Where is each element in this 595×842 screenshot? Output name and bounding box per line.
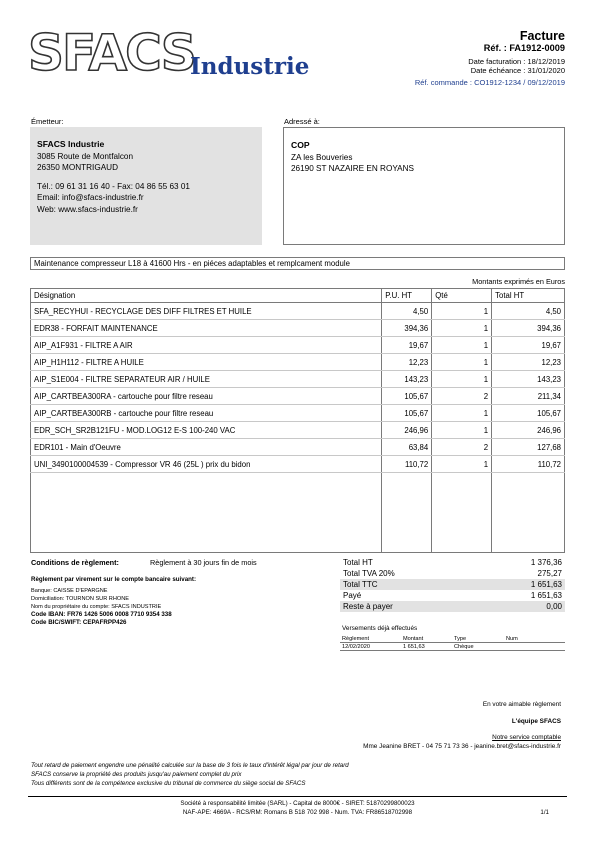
- payments-header-type: Type: [454, 636, 467, 642]
- invoice-reference: Réf. : FA1912-0009: [483, 43, 565, 53]
- issuer-label: Émetteur:: [31, 117, 64, 126]
- total-tva-value: 275,27: [537, 569, 562, 578]
- currency-note: Montants exprimés en Euros: [472, 277, 565, 286]
- paid-row: [340, 590, 565, 601]
- item-unit-price: 19,67: [382, 337, 432, 354]
- item-unit-price: 110,72: [382, 456, 432, 473]
- payment-terms-label: Conditions de règlement:: [31, 558, 119, 567]
- item-quantity: 2: [432, 439, 492, 456]
- item-total: 394,36: [492, 320, 565, 337]
- item-quantity: 1: [432, 354, 492, 371]
- payments-header-row: [340, 636, 565, 643]
- recipient-box: [283, 127, 565, 245]
- paid-value: 1 651,63: [530, 591, 562, 600]
- item-designation: AIP_CARTBEA300RA - cartouche pour filtre reseau: [31, 388, 382, 405]
- item-designation: EDR38 - FORFAIT MAINTENANCE: [31, 320, 382, 337]
- transfer-title: Règlement par virement sur le compte bancaire suivant:: [31, 576, 197, 583]
- item-quantity: 1: [432, 337, 492, 354]
- item-quantity: 1: [432, 303, 492, 320]
- payments-header-num: Num: [506, 636, 518, 642]
- payment-terms-value: Règlement à 30 jours fin de mois: [150, 558, 257, 567]
- recipient-address-line2: 26190 ST NAZAIRE EN ROYANS: [291, 164, 415, 174]
- total-ttc-row: [340, 579, 565, 590]
- payment-amount: 1 651,63: [403, 644, 425, 650]
- item-designation: EDR_SCH_SR2B121FU - MOD.LOG12 E-S 100-240 VAC: [31, 422, 382, 439]
- item-quantity: 1: [432, 371, 492, 388]
- company-logo: SFACS: [28, 24, 195, 82]
- payments-table: [340, 636, 565, 651]
- item-designation: AIP_A1F931 - FILTRE A AIR: [31, 337, 382, 354]
- item-total: 127,68: [492, 439, 565, 456]
- total-ht-value: 1 376,36: [530, 558, 562, 567]
- document-type: Facture: [519, 29, 565, 43]
- table-row: [31, 422, 565, 439]
- bic-swift: Code BIC/SWIFT: CEPAFRPP426: [31, 619, 127, 626]
- account-owner: Nom du propriétaire du compte: SFACS INDUSTRIE: [31, 604, 162, 610]
- issuer-email: Email: info@sfacs-industrie.fr: [37, 193, 144, 203]
- issuer-address-line2: 26350 MONTRIGAUD: [37, 163, 118, 173]
- total-ttc-label: Total TTC: [343, 580, 378, 589]
- payments-header-montant: Montant: [403, 636, 424, 642]
- header-unit-price: P.U. HT: [382, 289, 432, 303]
- legal-note-penalty: Tout retard de paiement engendre une pénalité calculée sur la base de 3 fois le taux d'intérêt légal par jour de retard: [31, 762, 349, 769]
- item-unit-price: 394,36: [382, 320, 432, 337]
- payment-num: [506, 643, 546, 650]
- total-ht-row: [340, 557, 565, 568]
- invoice-date: Date facturation : 18/12/2019: [468, 57, 565, 66]
- table-empty-cell: [492, 473, 565, 553]
- invoice-description: Maintenance compresseur L18 à 41600 Hrs - en piéces adaptables et remplcament module: [30, 257, 565, 270]
- issuer-box: [30, 127, 262, 245]
- table-header-row: [31, 289, 565, 303]
- item-total: 4,50: [492, 303, 565, 320]
- recipient-label: Adressé à:: [284, 117, 320, 126]
- recipient-address-line1: ZA les Bouveries: [291, 152, 353, 162]
- accounting-service: Notre service comptable: [492, 734, 561, 741]
- item-unit-price: 143,23: [382, 371, 432, 388]
- item-designation: AIP_CARTBEA300RB - cartouche pour filtre reseau: [31, 405, 382, 422]
- total-tva-label: Total TVA 20%: [343, 569, 395, 578]
- item-unit-price: 63,84: [382, 439, 432, 456]
- issuer-web: Web: www.sfacs-industrie.fr: [37, 204, 138, 214]
- company-logo-subtitle: Industrie: [190, 53, 310, 80]
- paid-label: Payé: [343, 591, 362, 600]
- legal-note-jurisdiction: Tous différents sont de la compétence exclusive du tribunal de commerce du siège social de SFACS: [31, 780, 306, 787]
- payment-date: 12/02/2020: [342, 644, 370, 650]
- table-row: [31, 456, 565, 473]
- legal-note-ownership: SFACS conserve la propriété des produits jusqu'au paiement complet du prix: [31, 771, 242, 778]
- closing-greeting: En votre aimable règlement: [482, 701, 561, 708]
- item-designation: SFA_RECYHUI - RECYCLAGE DES DIFF FILTRES ET HUILE: [31, 303, 382, 320]
- item-designation: UNI_3490100004539 - Compressor VR 46 (25L ) prix du bidon: [31, 456, 382, 473]
- payment-type: Chèque: [454, 644, 474, 650]
- issuer-phone: Tél.: 09 61 31 16 40 - Fax: 04 86 55 63 01: [37, 181, 190, 191]
- bank-name: Banque: CAISSE D'EPARGNE: [31, 588, 108, 594]
- item-quantity: 1: [432, 320, 492, 337]
- order-reference: Réf. commande : CO1912-1234 / 09/12/2019: [414, 78, 565, 87]
- signature-team: L'équipe SFACS: [511, 718, 561, 725]
- item-unit-price: 105,67: [382, 405, 432, 422]
- footer-divider: [28, 796, 567, 797]
- items-table: [30, 288, 565, 553]
- payment-row: [340, 643, 565, 651]
- table-empty-cell: [432, 473, 492, 553]
- item-total: 246,96: [492, 422, 565, 439]
- header-total: Total HT: [492, 289, 565, 303]
- item-unit-price: 12,23: [382, 354, 432, 371]
- table-row: [31, 388, 565, 405]
- item-designation: EDR101 - Main d'Oeuvre: [31, 439, 382, 456]
- item-total: 12,23: [492, 354, 565, 371]
- recipient-name: COP: [291, 140, 310, 150]
- table-row: [31, 320, 565, 337]
- item-designation: AIP_S1E004 - FILTRE SEPARATEUR AIR / HUILE: [31, 371, 382, 388]
- item-quantity: 2: [432, 388, 492, 405]
- issuer-name: SFACS Industrie: [37, 139, 105, 149]
- item-unit-price: 246,96: [382, 422, 432, 439]
- item-quantity: 1: [432, 405, 492, 422]
- table-row: [31, 371, 565, 388]
- bank-domiciliation: Domiciliation: TOURNON SUR RHONE: [31, 596, 130, 602]
- header-designation: Désignation: [31, 289, 382, 303]
- remaining-value: 0,00: [546, 602, 562, 611]
- item-unit-price: 105,67: [382, 388, 432, 405]
- item-designation: AIP_H1H112 - FILTRE A HUILE: [31, 354, 382, 371]
- table-empty-cell: [382, 473, 432, 553]
- item-total: 143,23: [492, 371, 565, 388]
- total-tva-row: [340, 568, 565, 579]
- item-total: 105,67: [492, 405, 565, 422]
- accounting-contact: Mme Jeanine BRET - 04 75 71 73 36 - jeanine.bret@sfacs-industrie.fr: [363, 743, 561, 750]
- iban: Code IBAN: FR76 1426 5006 0008 7710 9354 338: [31, 611, 172, 618]
- item-total: 211,34: [492, 388, 565, 405]
- totals-block: [340, 557, 565, 612]
- table-row: [31, 337, 565, 354]
- item-unit-price: 4,50: [382, 303, 432, 320]
- table-row: [31, 354, 565, 371]
- footer-company-info: Société à responsabilité limitée (SARL) - Capital de 8000€ - SIRET: 51870299800023: [180, 800, 415, 807]
- table-row: [31, 439, 565, 456]
- remaining-row: [340, 601, 565, 612]
- header-quantity: Qté: [432, 289, 492, 303]
- payments-title: Versements déjà effectués: [342, 625, 418, 632]
- total-ttc-value: 1 651,63: [530, 580, 562, 589]
- table-empty-cell: [31, 473, 382, 553]
- issuer-address-line1: 3085 Route de Montfalcon: [37, 151, 134, 161]
- due-date: Date échéance : 31/01/2020: [470, 66, 565, 75]
- payments-header-reglement: Règlement: [342, 636, 370, 642]
- page-number: 1/1: [540, 809, 549, 816]
- total-ht-label: Total HT: [343, 558, 373, 567]
- item-quantity: 1: [432, 456, 492, 473]
- item-total: 19,67: [492, 337, 565, 354]
- footer-registration: NAF-APE: 4669A - RCS/RM: Romans B 518 702 998 - Num. TVA: FR86518702998: [182, 809, 413, 816]
- remaining-label: Reste à payer: [343, 602, 393, 611]
- item-quantity: 1: [432, 422, 492, 439]
- item-total: 110,72: [492, 456, 565, 473]
- table-row: [31, 405, 565, 422]
- table-row: [31, 303, 565, 320]
- table-empty-space: [31, 473, 565, 553]
